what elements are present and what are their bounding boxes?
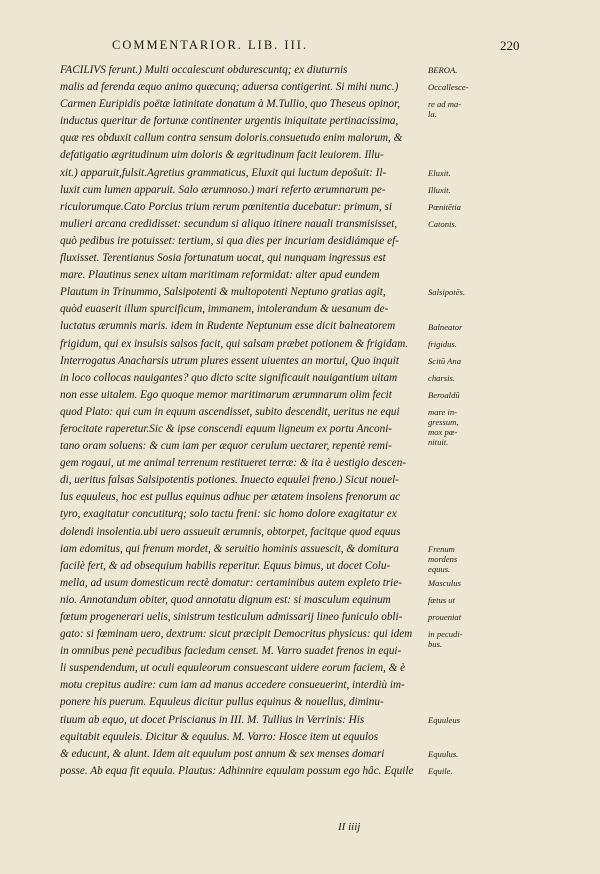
margin-note: [428, 390, 528, 400]
text-line: luctatus ærumnis maris. idem in Rudente Neptunum esse dicit balneatorem: [60, 320, 396, 333]
margin-note-line: Frenum: [428, 543, 455, 554]
margin-note-line: Pœnitētia: [428, 201, 461, 212]
margin-note-line: Scitū Ana: [428, 355, 462, 366]
text-line: gato: si fœminam uero, dextrum: sicut præcipit Democritus physicus: qui idem: [60, 628, 413, 641]
margin-note-line: Illuxit.: [428, 184, 451, 195]
text-line: tyro, exagitatur concutiturq; solo tactu freni: sic homo dolore exagitatur ex: [60, 508, 397, 521]
text-line: posse. Ab equa fit equula. Plautus: Adhinnire equulam possum ego hâc. Equile: [60, 764, 414, 777]
margin-note: [428, 612, 528, 622]
running-title: COMMENTARIOR. LIB. III.: [112, 38, 309, 52]
margin-note-line: Masculus: [428, 578, 461, 588]
margin-note: [428, 168, 528, 178]
margin-note: [428, 65, 528, 75]
text-line: tiuum ab equo, ut docet Priscianus in III. M. Tullius in Verrinis: His: [60, 713, 365, 726]
margin-note: [428, 544, 528, 574]
text-line: Plautum in Trinummo, Salsipotenti & multopotenti Neptuno gratias agit,: [60, 286, 386, 299]
text-line: dolendi insolentia.ubi uero assueuit ærumnis, obtorpet, facitque quod equus: [60, 525, 401, 538]
text-line: equitabit equuleis. Dicitur & equulus. M. Varro: Hosce item ut equulos: [60, 730, 379, 743]
margin-note: [428, 219, 528, 229]
text-line: tano oram soluens: & cum iam per æquor cerulum uectarer, repentè remi-: [60, 440, 392, 453]
margin-note-line: mare in-: [428, 407, 458, 417]
margin-note: [428, 749, 528, 759]
margin-note-line: charsis.: [428, 372, 455, 383]
margin-note: [428, 373, 528, 383]
text-line: non esse uitalem. Ego quoque memor maritimarum ærumnarum olim fecit: [60, 388, 392, 401]
margin-note: [428, 99, 528, 119]
folio-number: 220: [500, 38, 520, 53]
text-line: iam edomitus, qui frenum mordet, & seruitio hominis assuescit, & domitura: [60, 542, 399, 555]
margin-note-line: Catonis.: [428, 218, 457, 229]
text-line: mulieri arcana credidisset: secundum si aliquo itinere nauali transmisisset,: [60, 217, 398, 230]
margin-note-line: mordens: [428, 553, 458, 564]
margin-note-line: in pecudi-: [428, 629, 463, 640]
margin-note-line: Salsipotēs.: [428, 287, 466, 298]
signature-mark: II iiij: [338, 821, 361, 833]
margin-note: [428, 766, 528, 776]
margin-note: [428, 629, 528, 649]
text-line: Interrogatus Anacharsis utrum plures essent uiuentes an mortui, Quo inquit: [60, 354, 399, 367]
margin-note-line: bus.: [428, 639, 443, 650]
text-line: frigidum, qui ex insulsis salsos facit, qui salsam præbet potionem & frigidam.: [60, 337, 409, 350]
text-line: malis ad ferenda æquo animo quæcunq; aduersa contigerint. Si mihi nunc.): [60, 81, 399, 94]
text-line: luxit cum lumen apparuit. Salo ærumnoso.) mari referto ærumnarum pe-: [60, 183, 386, 196]
margin-note-line: Balneator: [428, 321, 463, 332]
text-line: lus equuleus, hoc est pullus equinus adhuc per ætatem insolens frenorum ac: [60, 491, 401, 504]
margin-note-line: la.: [428, 109, 437, 120]
margin-note: [428, 715, 528, 725]
main-text-column: [60, 62, 426, 780]
margin-note: [428, 595, 528, 605]
text-line: mare. Plautinus senex uitam maritimam reformidat: alter apud eundem: [60, 269, 380, 282]
text-line: Carmen Euripidis poëtæ latinitate donatum à M.Tullio, quo Theseus opinor,: [60, 98, 400, 111]
text-line: defatigatio ægritudinum uim doloris & ægritudinum facit leuiorem. Illu-: [60, 149, 384, 162]
text-line: fœtum progenerari uelis, sinistrum testiculum admissarij lineo funiculo obli-: [60, 611, 403, 623]
text-line: gem rogaui, ut me animal terrenum restitueret terræ: & ita è uestigio descen-: [60, 457, 407, 470]
text-line: riculorumque.Cato Porcius trium rerum pœnitentia ducebatur: primum, si: [60, 200, 392, 213]
margin-note-line: Equile.: [428, 766, 453, 777]
text-line: ponere his puerum. Equuleus dicitur pullus equinus & nouellus, diminu-: [60, 696, 384, 709]
margin-note-line: mox pœ-: [428, 427, 458, 437]
margin-note-line: Occallesce-: [428, 82, 469, 93]
text-line: mella, ad usum domesticum rectè domatur: certaminibus autem expleto trie-: [60, 576, 402, 589]
text-line: motu crepitus audire: cum iam ad manus accedere consueuerint, interdiù im-: [60, 679, 405, 692]
text-line: li suspendendum, ut oculi equuleorum consuescant uidere eorum faciem, & è: [60, 662, 406, 675]
margin-note-line: frigidus.: [428, 338, 457, 349]
margin-note-line: fœtus ut: [428, 595, 455, 606]
margin-note-line: gressum,: [428, 417, 459, 427]
margin-note-line: Eluxit.: [428, 167, 451, 178]
margin-note-line: Beroaldū: [428, 389, 460, 400]
margin-note-line: equus.: [428, 563, 451, 574]
margin-note-line: Equulus.: [428, 749, 459, 759]
text-line: FACILIVS ferunt.) Multi occalescunt obdurescuntq; ex diuturnis: [60, 64, 348, 76]
text-line: quæ res obduxit callum contra sensum doloris.consuetudo enim malorum, &: [60, 132, 403, 145]
text-line: quòd euaserit illum spurcificum, immanem, intolerandum & uesanum de-: [60, 303, 389, 316]
text-line: di, ueritus falsas Salsipotentis potiones. Inuecto equulei freno.) Sicut nouel-: [60, 474, 399, 487]
margin-note-line: re ad ma-: [428, 99, 462, 110]
margin-note: [428, 578, 528, 588]
margin-note: [428, 287, 528, 297]
margin-note-line: Equuleus: [428, 714, 460, 725]
text-line: facilè fert, & ad obsequium habilis reperitur. Equus bimus, ut docet Colu-: [60, 559, 391, 572]
text-line: xit.) apparuit,fulsit.Agretius grammaticus, Eluxit qui luctum depošuit: Il-: [60, 166, 387, 179]
margin-note: [428, 356, 528, 366]
margin-note: [428, 185, 528, 195]
margin-note: [428, 322, 528, 332]
margin-note-line: proueniat: [428, 612, 462, 623]
text-line: inductus queritur de fortunæ continenter urgentis iniquitate pertinacissima,: [60, 115, 399, 128]
text-line: nio. Annotandum obiter, quod annotatu dignum est: si masculum equinum: [60, 593, 391, 606]
text-line: quò pedibus ire potuisset: tertium, si qua dies per incuriam desidiámque ef-: [60, 234, 399, 247]
margin-note: [428, 339, 528, 349]
margin-note: [428, 82, 528, 92]
text-line: in omnibus penè pecudibus faciedum censet. M. Varro suadet frenos in equi-: [60, 645, 402, 658]
text-line: in loco collocas nauigantes? quo dicto scite significauit nauigantium uitam: [60, 371, 398, 384]
text-line: ferocitate raperetur.Sic & ipse conscendi equum ligneum ex portu Anconi-: [60, 422, 393, 435]
text-line: & educunt, & alunt. Idem ait equulum post annum & sex menses domari: [60, 747, 385, 760]
margin-note-line: nituit.: [428, 437, 449, 447]
text-line: quod Plato: qui cum in equum ascendisset, subito descendit, ueritus ne equi: [60, 405, 400, 418]
text-line: fluxisset. Terentianus Sosia fortunatum uocat, qui nunquam ingressus est: [60, 252, 386, 265]
margin-note-line: BEROA.: [428, 65, 458, 75]
margin-note: [428, 202, 528, 212]
margin-note: [428, 407, 528, 447]
